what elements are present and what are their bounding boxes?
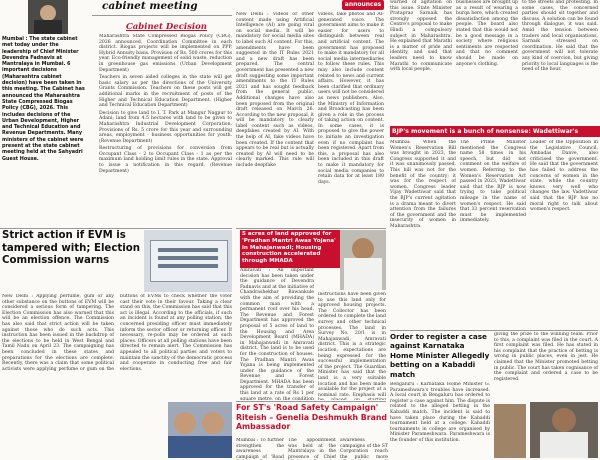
bjp-column-3: Leader of the Opposition in the Legislative Council, Ambadas Danve, also criticised the government. He said that the government has failed to address the concerns of women in the state, while the country knows very well who changes the law. Vadettiwar said that the BJP has no moral right to talk about women's respect. — [530, 140, 598, 213]
minister-photo — [28, 0, 68, 34]
st-campaign-column-1: Mumbai : To further strengthen the awareness campaign of 'Road — [236, 438, 284, 460]
cabinet-bullet: • Decision to give land to I. T. Park at Mangur Nagpur to Adani; land from 4.5 hectares with land to be given to Maharashtra Industrial Development Corporation. Provisions of Rs. 5 crore for this year and surrounding areas, employment - business opportunities for youth. (Revenue Department) — [99, 111, 232, 145]
minister-bawankule-photo — [340, 230, 386, 290]
karnataka-body-right: giving the prize to the winning team. Prior to this, a complaint was filed in the court. A first complaint was filed. He has stated in his complaint that the practice of betting is wrong in public places, even in jest. He claimed that the Minister promoted betting in public. The court has taken cognisance of the complaint and ordered a case to be registered. — [494, 332, 598, 382]
evm-body: New Delhi : Applying perfume, gum or any other substance on the buttons of EVM will be considered a serious form of tampering. The Election Commission has also warned that this will be an election offence. The Commission has also said that strict action will be taken against those who do such acts. This instruction has been issued in the backdrop of the elections to be held in West Bengal and Tamil Nadu on April 23. The campaigning has been concluded in these states and preparations for the elections are complete. Recently, there was a claim that some political activists were applying perfume or gum on the buttons of EVMs to check whether the voter cast their vote in their favour. Taking a clear stand on this, the Commission has said that this act is illegal. According to the officials, if such an incident is found at any polling station, the concerned presiding officer must immediately inform the sector officer or returning officer. If necessary, re-polls may be ordered at such places. Officers at all polling stations have been directed to remain alert. The Commission has appealed to all political parties and voters to maintain the sanctity of the democratic process and cooperate in conducting free and fair elections. — [2, 294, 232, 372]
cabinet-bullet: • Restructuring of provisions for conversion from Occupant Class - 2 to Occupant Class - 1 as per the maximum land holding limit rules in the state. Approval to issue a notification in this regard. (Revenue Department) — [99, 146, 232, 174]
karnataka-body: Bengaluru : Karnataka Home Minister G. Parameshwara's troubles have increased. A local court in Bengaluru has ordered to register a case against him. The dispute is related to the alleged betting in the Kabaddi match. The incident is said to have taken place during the Kabaddi tournament held at a college. Kabaddi tournaments in college are organised by Minister Parameshwara. Parameshwara is the founder of this institution. — [390, 382, 490, 443]
marathi-column-2: businesses are brought up as a result of wearing a burqa here, which created dissatisfaction among the people. The board also stated that this would not be a good message in a society where religious sentiments are respected and that no comment should be made on anyone's clothing. — [456, 0, 518, 67]
land-body-2: instructions have been given to use this land only for approved housing projects. The Collector has been ordered to complete the land survey and other technical processes. The land in Survey No. 20/1 is in Mahajanwadi, Amravati district. This is a strategic location, expectations are being expressed for the successful implementation of the project. The Guardian Minister has said that the land is a very suitable location and has been made available for the project at a nominal rate. Emphasis will — [318, 292, 386, 398]
cabinet-title: cabinet meeting — [102, 0, 198, 12]
minister-caption: Mumbai : The state cabinet met today under the leadership of Chief Minister Devendra Fadnavis at Mantralaya in Mumbai. 6 important decisions (Maharashtra cabinet decision) have been taken in this meeting. The Cabinet has announced the Maharashtra State Compressed Biogas Policy (CBG), 2026. This includes decisions of the Urban Development, Higher and Technical Education and Revenue Departments. Many ministers of the cabinet were present at the state cabinet meeting held at the Sahyadri Guest House. — [2, 36, 85, 162]
marathi-column-3: to the streets and protesting. In some cases, the concerned parties should sit together and discuss. A solution can be found through dialogue, it was said. Amid the tension between traders and local organisations, Sarnaik stressed on coordination. He said that the government will not tolerate any kind of coercion, but giving priority to local languages is the need of the hour. — [522, 0, 598, 73]
st-campaign-column-2: The appointment was held at the Mantralaya in the presence of Chief — [288, 438, 336, 460]
announces-tag: announces — [342, 0, 384, 10]
karnataka-minister-photo — [530, 402, 598, 458]
evm-headline: Strict action if EVM is tampered with; Election Commission warns — [2, 230, 140, 266]
cabinet-decision-list — [92, 34, 232, 226]
cabinet-bullet: • Teachers in seven aided colleges in the state will get basic salary as per the directions of the University Grants Commission. Teachers on these posts will get additional marks in the recruitment of posts of the Higher and Technical Education Department. (Higher and Technical Education Department) — [99, 75, 232, 109]
ai-content-column-2: videos, fake photos and AI-generated voice. The government aims to make it easier for users to distinguish between real and artificial content. The government has proposed to make it mandatory for all social media intermediaries to follow these rules. This may also include content related to news and current affairs. However, it has been clarified that ordinary users will not be considered as news publishers. Also, the Ministry of Information and Broadcasting has been given a role in the process of taking action on content. In some cases, it is proposed to give the power to initiate an investigation even if no complaint has been registered. Apart from this, a proposal has also been included in this draft to make it mandatory for social media companies to retain data for at least 180 days. — [318, 12, 384, 185]
land-body: Amravati : An important decision has been taken under the guidance of Devendra Fadnavis and at the initiative of Chandrashekhar Bawankule with the aim of providing the common man with a permanent roof over his head. The Revenue and Forest Department has approved the proposal of 5 acres of land to the Housing and Area Development Board (MHADA) in Mahajanwadi in Amravati district. The land is to be used for the construction of houses. The Pradhan Mantri Awas Yojana is being implemented under the guidance of the Revenue and Forest Department. MHADA has been approved for the transfer of this land at a rate of Rs 1 per square metre, on the condition — [240, 268, 314, 400]
st-campaign-photo — [168, 402, 232, 458]
karnataka-headline: Order to register a case against Karnataka Home Minister Allegedly betting on a Kabaddi match — [390, 332, 490, 379]
st-campaign-column-3: awareness campaigns of the ST Corporation reach the public more — [340, 438, 388, 460]
ai-content-column-1: New Delhi : Videos or other content made using Artificial Intelligence (AI) are going viral on social media. It will be mandatory for social media sites to label such AI content. For this, amendments have been suggested in the IT Rules 2021 and a new draft has been prepared. The central government has presented a new draft suggesting some important amendments to the IT Rules 2021 and has sought feedback from the general public. Additional changes have also been proposed from the original draft released on March 26. According to the new proposal, it will be mandatory to clearly label content such as videos, deepfakes created by AI. With the help of AI, fake videos have been created. If the content that appears to be real but is actually created by AI will need to be clearly marked. This rule will include deepfake — [236, 12, 314, 169]
kabaddi-photo — [494, 404, 526, 458]
land-headline: 5 acres of land approved for 'Pradhan Mantri Awas Yojana' in Mahajanwadi; Housing construction accelerated through MHADA — [240, 230, 340, 268]
bjp-column-2: The Prime Minister mentioned the Congress name 58 times in his speech, but did not comment on the welfare of women. Referring to the Women's Reservation Act passed in 2023, Wadettiwar said that the BJP is now trying to take political mileage in the name of women's respect. He said that 33 percent reservation must be implemented immediately. — [460, 140, 526, 224]
bjp-movement-headline: BJP's movement is a bunch of nonsense: Wadettiwar's — [390, 126, 600, 137]
cabinet-decision-heading: Cabinet Decision — [126, 22, 207, 32]
bjp-column-1: Mumbai: When the Women's Reservation Bill was brought in 2023, the Congress supported it and it was unanimously passed. This bill was not for the benefit of the country; it was for the respect of women. Congress leader Vijay Wadettiwar said that the BJP's current agitation is a drama meant to divert attention from the failures of the government and the insecurity of women in Maharashtra. — [390, 140, 456, 229]
cabinet-bullet: • Maharashtra State Compressed Biogas Policy (CBG), 2026 announced, Coordination Committee in each district. Biogas projects will be implemented on PPP, Hybrid Annuity basis. Provision of Rs. 500 crores for this year. Eco-friendly management of solid waste, reduction in greenhouse gas emissions (Urban Development Department) — [99, 34, 232, 73]
marathi-column-1: warned of agitation on this issue. State Minister Prataprao Sarnaik has strongly opposed the Centre's proposal to make Hindi a compulsory subject in Maharashtra. He explained that Marathi is a matter of pride and identity, and said that leaders need to know Marathi to communicate with local people. — [390, 0, 452, 73]
evm-photo — [144, 230, 232, 292]
st-campaign-headline: For ST's 'Road Safety Campaign' Riteish – Genelia Deshmukh Brand Ambassador — [236, 403, 387, 431]
